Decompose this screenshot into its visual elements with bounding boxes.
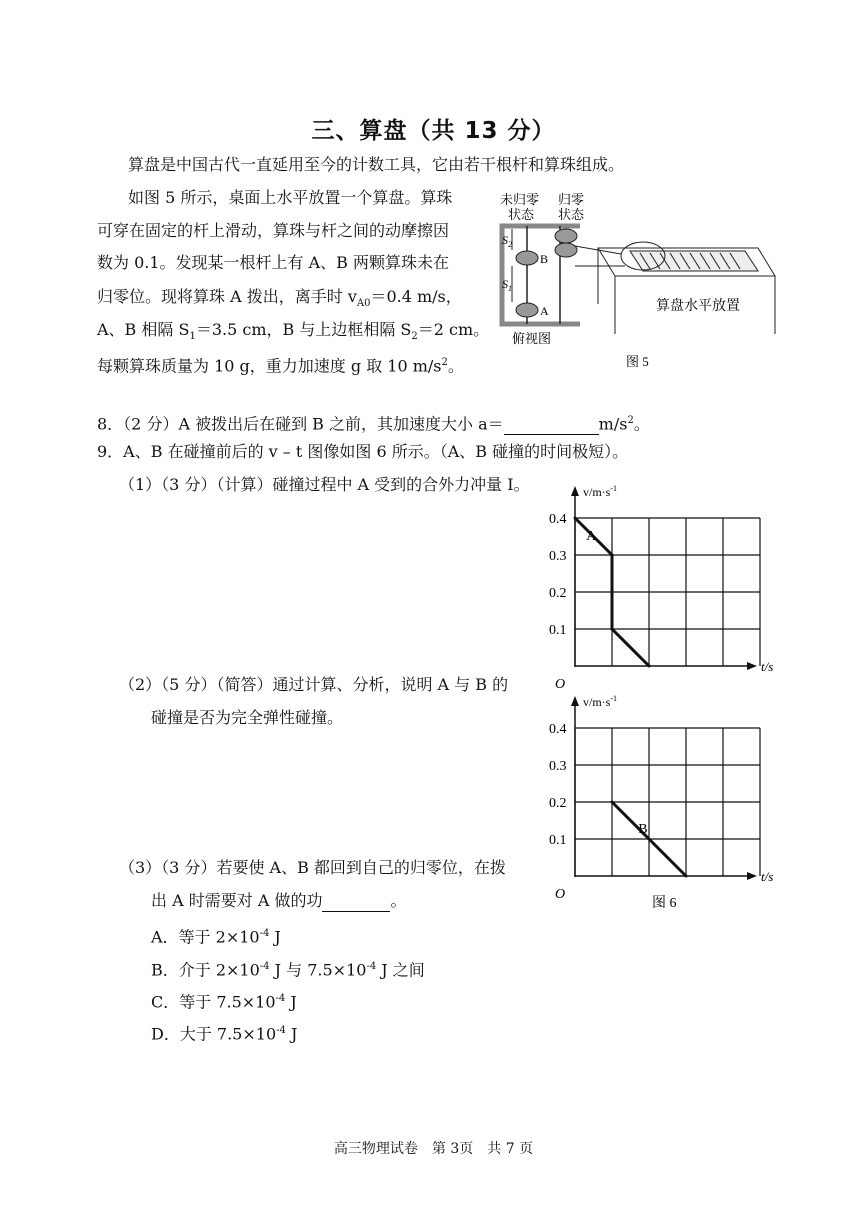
y-axis-label-sup: -1 — [610, 694, 618, 703]
y-tick-label: 0.4 — [549, 722, 567, 737]
y-tick-label: 0.2 — [549, 586, 567, 601]
text: 。 — [633, 414, 650, 434]
sup: 2 — [627, 415, 634, 426]
page-footer: 高三物理试卷 第 3页 共 7 页 — [333, 1141, 534, 1157]
text: 归零位。现将算珠 A 拨出，离手时 v — [97, 287, 357, 306]
text: 。 — [447, 356, 464, 376]
sup: -4 — [276, 1025, 286, 1036]
bead-reset-2 — [555, 243, 577, 257]
series-label-B: B — [638, 822, 648, 837]
table-caption: 算盘水平放置 — [656, 299, 740, 314]
sub: A0 — [356, 298, 371, 310]
option-b[interactable] — [151, 957, 425, 980]
sup: 2 — [441, 357, 448, 368]
sup: -4 — [259, 961, 270, 972]
option-a[interactable] — [151, 924, 281, 947]
vt-chart-b — [549, 694, 773, 902]
bead-a-label: A — [540, 304, 549, 318]
question-9-3-line2 — [151, 891, 406, 912]
label-unreset-2: 状态 — [508, 207, 535, 222]
para-line-1: 如图 5 所示，桌面上水平放置一个算盘。算珠 — [128, 188, 453, 207]
question-9-2-line1: （2）（5 分）（简答）通过计算、分析，说明 A 与 B 的 — [119, 675, 509, 694]
answer-blank[interactable] — [322, 891, 390, 912]
figure-6 — [535, 476, 795, 916]
fig6-caption: 图 6 — [652, 896, 677, 911]
y-axis-label-sup: -1 — [610, 484, 618, 493]
s1-label: $S_1$ — [502, 277, 512, 293]
text: A．等于 2×10 — [151, 927, 260, 947]
text: 出 A 时需要对 A 做的功 — [151, 891, 323, 910]
y-tick-label: 0.3 — [549, 759, 567, 774]
fig5-caption: 图 5 — [626, 354, 649, 369]
label-unreset: 未归零 — [500, 192, 540, 207]
bead-b — [516, 251, 538, 265]
x-axis-arrow — [747, 662, 757, 670]
text: B．介于 2×10 — [151, 960, 260, 980]
intro-paragraph: 算盘是中国古代一直延用至今的计数工具，它由若干根杆和算珠组成。 — [128, 155, 625, 174]
data-point — [611, 628, 614, 631]
origin-label: O — [555, 887, 566, 902]
x-axis-arrow — [747, 872, 757, 880]
text: J — [285, 1024, 298, 1044]
text: J — [285, 992, 297, 1012]
option-d[interactable] — [151, 1021, 297, 1044]
y-tick-label: 0.3 — [549, 549, 567, 564]
para-line-6 — [97, 353, 464, 376]
top-view-label: 俯视图 — [512, 331, 552, 346]
option-c[interactable] — [151, 989, 297, 1012]
para-line-5 — [97, 320, 489, 347]
text: J 与 7.5×10 — [269, 960, 367, 980]
question-9-3-line1: （3）（3 分）若要使 A、B 都回到自己的归零位，在拨 — [119, 858, 506, 877]
text: ＝3.5 cm，B 与上边框相隔 S — [195, 320, 412, 339]
bead-b-label: B — [540, 252, 549, 266]
text: A、B 相隔 S — [97, 320, 190, 339]
question-9: 9．A、B 在碰撞前后的 v – t 图像如图 6 所示。（A、B 碰撞的时间极短）。 — [97, 442, 629, 461]
data-point — [611, 801, 614, 804]
y-tick-label: 0.1 — [549, 623, 567, 638]
data-point — [611, 554, 614, 557]
text: C．等于 7.5×10 — [151, 992, 276, 1012]
y-axis-label: $v/m\cdot s^{-1}$ — [583, 694, 618, 709]
sup: -4 — [366, 961, 377, 972]
text: 。 — [390, 891, 407, 910]
series-label-A: A — [586, 529, 597, 545]
text: 8．（2 分）A 被拨出后在碰到 B 之前，其加速度大小 a＝ — [97, 414, 504, 434]
vt-chart-a — [549, 484, 773, 692]
question-8 — [97, 411, 650, 435]
text: J — [269, 927, 281, 947]
label-reset: 归零 — [558, 192, 585, 207]
para-line-3: 数为 0.1。发现某一根杆上有 A、B 两颗算珠未在 — [97, 253, 450, 272]
figure-5 — [490, 186, 790, 376]
text: 每颗算珠质量为 10 g，重力加速度 g 取 10 m/s — [97, 356, 442, 376]
x-axis-label: t/s — [761, 869, 774, 884]
label-reset-2: 状态 — [558, 207, 585, 222]
sub: 1 — [189, 331, 196, 343]
section-title: 三、算盘（共 13 分） — [311, 118, 556, 144]
x-axis-label: t/s — [761, 659, 774, 674]
y-tick-label: 0.1 — [549, 833, 567, 848]
data-point — [648, 665, 651, 668]
data-point — [685, 875, 688, 878]
para-line-2: 可穿在固定的杆上滑动，算珠与杆之间的动摩擦因 — [97, 221, 450, 240]
data-point — [574, 517, 577, 520]
text: D．大于 7.5×10 — [151, 1024, 277, 1044]
origin-label: O — [555, 677, 566, 692]
sup: -4 — [259, 928, 270, 939]
unit: m/s — [598, 414, 628, 434]
text: J 之间 — [376, 960, 425, 980]
answer-blank[interactable] — [504, 414, 599, 435]
s2-label: $S_2$ — [502, 233, 512, 249]
y-axis-arrow — [571, 486, 579, 496]
para-line-4 — [97, 287, 462, 314]
bead-a — [516, 303, 538, 317]
text: ＝0.4 m/s， — [370, 287, 462, 306]
text: ＝2 cm。 — [417, 320, 490, 339]
y-axis-label: $v/m\cdot s^{-1}$ — [583, 484, 618, 499]
sup: -4 — [275, 993, 286, 1004]
sub: 2 — [411, 331, 418, 343]
y-tick-label: 0.2 — [549, 796, 567, 811]
question-9-1: （1）（3 分）（计算）碰撞过程中 A 受到的合外力冲量 I。 — [119, 475, 530, 494]
question-9-2-line2: 碰撞是否为完全弹性碰撞。 — [151, 708, 344, 727]
y-tick-label: 0.4 — [549, 512, 567, 527]
y-axis-arrow — [571, 696, 579, 706]
bead-reset-1 — [555, 229, 577, 243]
